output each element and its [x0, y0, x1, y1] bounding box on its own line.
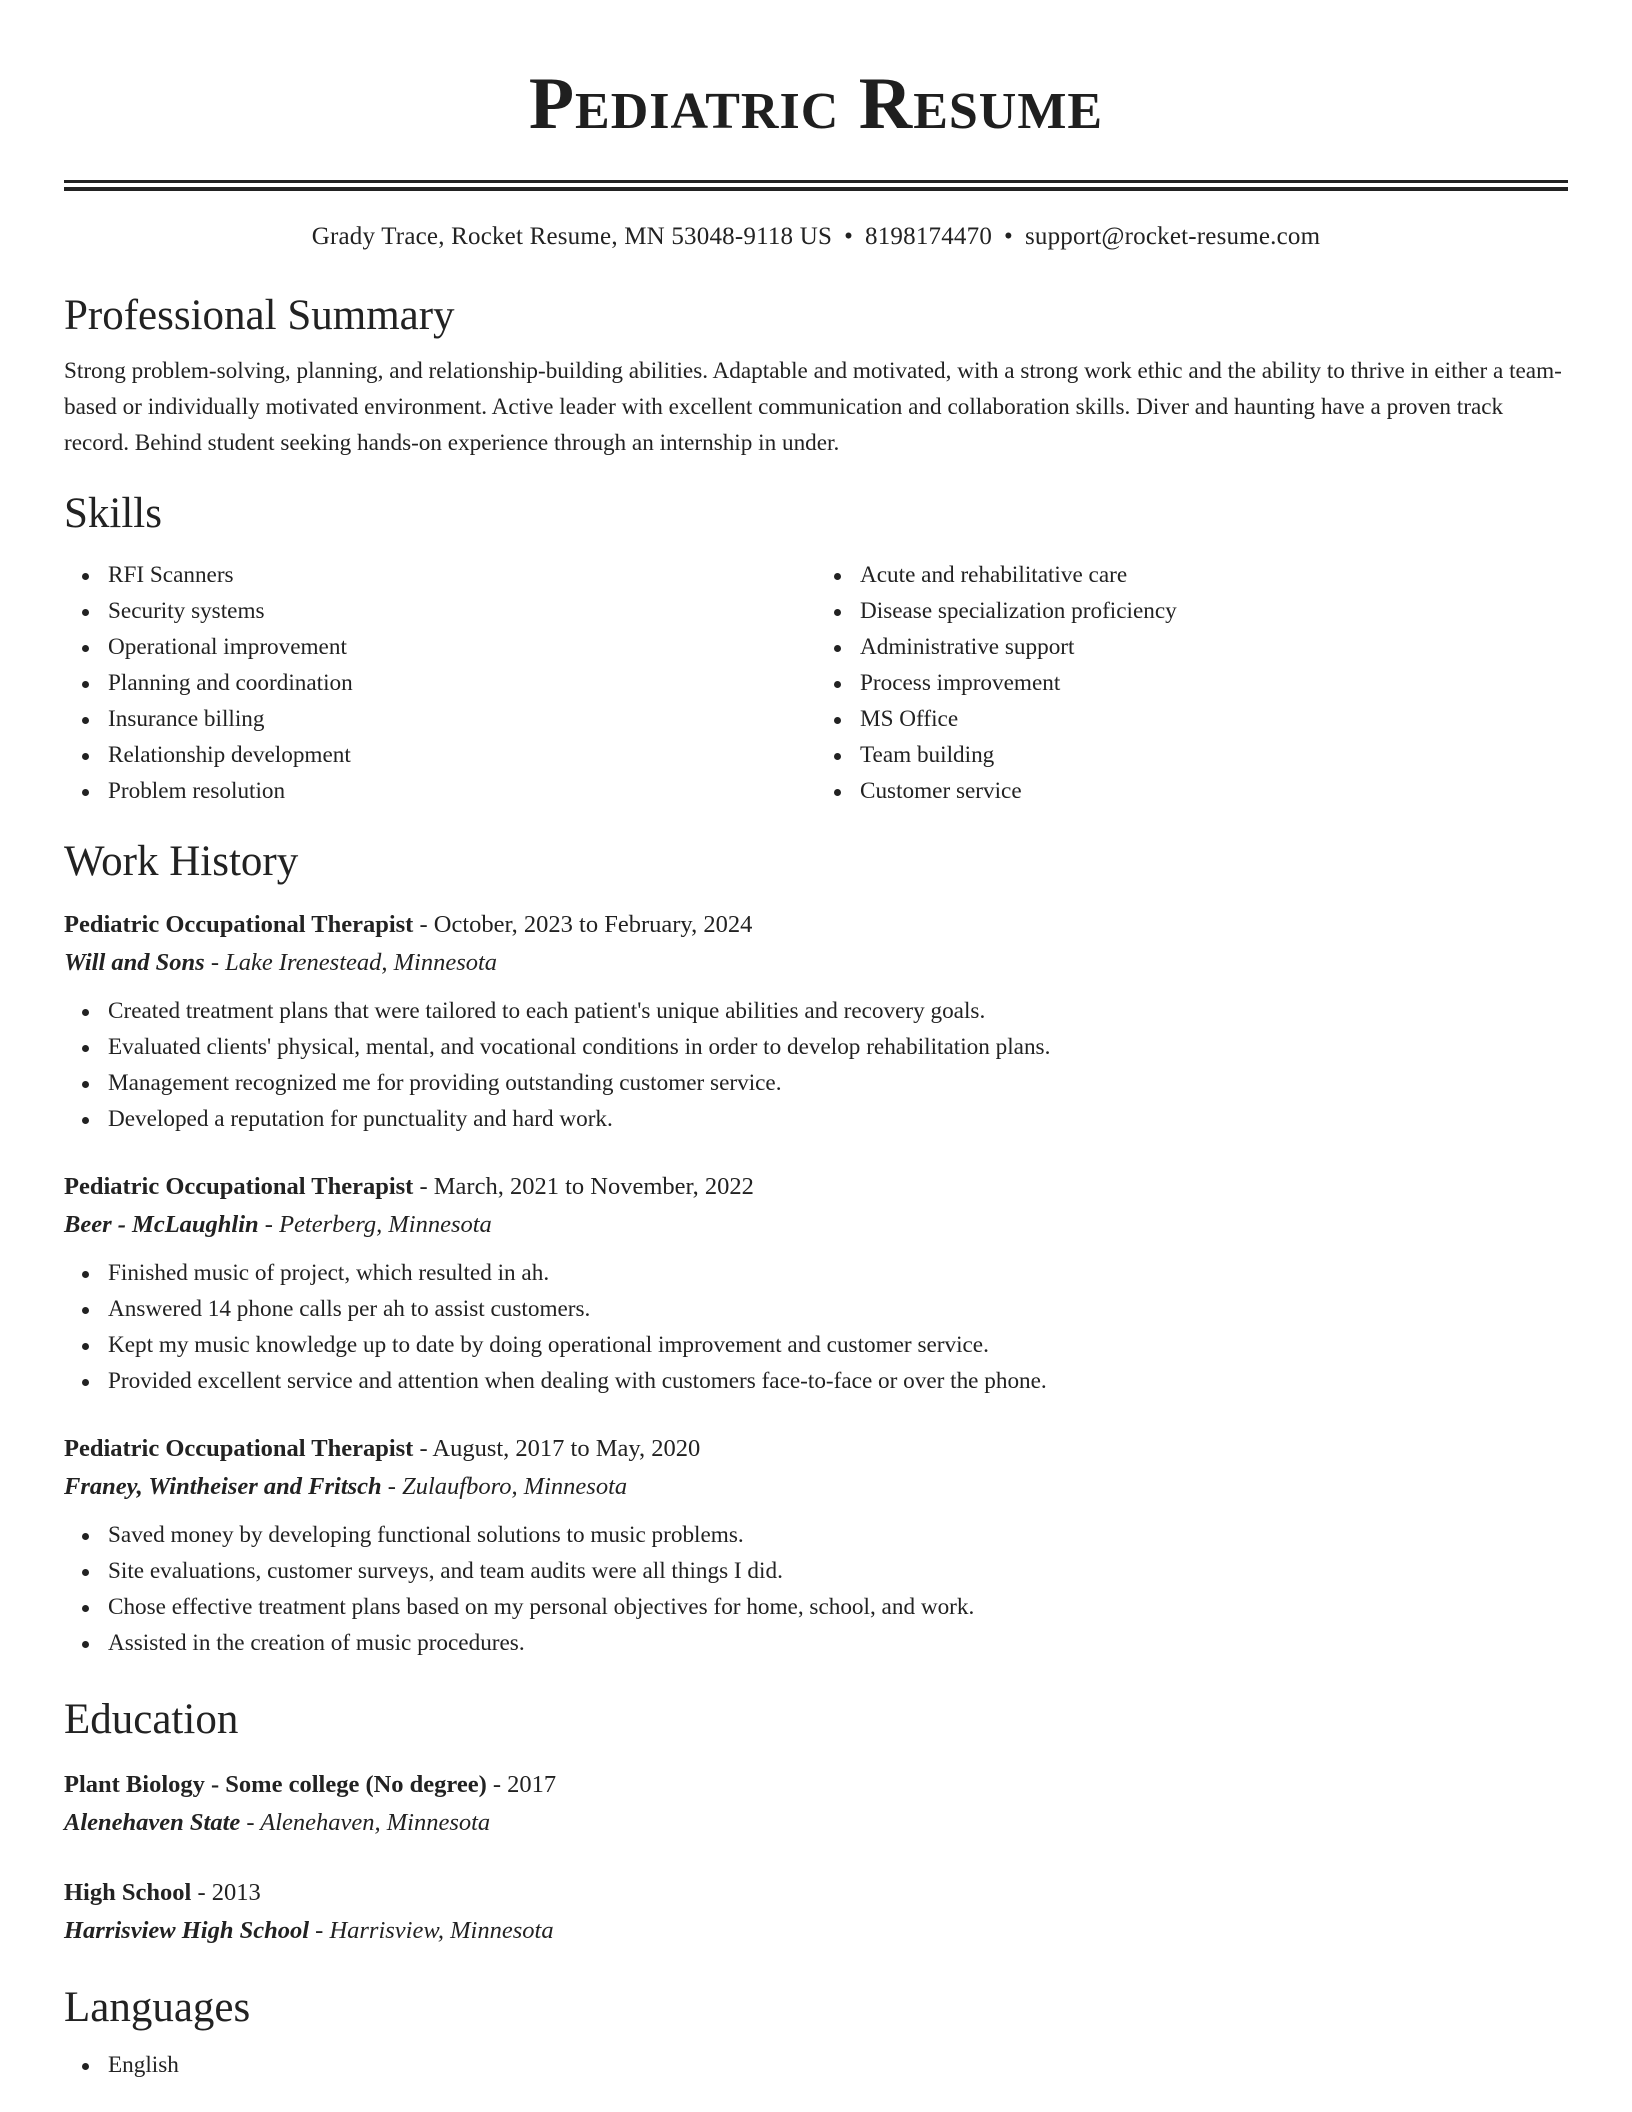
- resume-page: [64, 0, 1568, 2083]
- job-bullet: Answered 14 phone calls per ah to assist customers.: [108, 1291, 1568, 1327]
- education-school-line: [64, 1911, 1568, 1951]
- education-location: - Harrisview, Minnesota: [309, 1917, 554, 1944]
- skill-item: Security systems: [108, 593, 816, 629]
- education-year: - 2017: [486, 1771, 557, 1798]
- job-bullets: [64, 1255, 1568, 1399]
- education-school: Harrisview High School: [64, 1917, 310, 1944]
- skill-item: Team building: [860, 737, 1568, 773]
- education-section: [64, 1695, 1568, 1951]
- education-school-line: [64, 1803, 1568, 1843]
- education-school: Alenehaven State: [64, 1809, 241, 1836]
- languages-section: [64, 1983, 1568, 2083]
- skill-item: Insurance billing: [108, 701, 816, 737]
- job-org-line: [64, 1205, 1568, 1245]
- education-degree-line: [64, 1767, 1568, 1803]
- skill-item: Administrative support: [860, 629, 1568, 665]
- skills-list-right: [816, 557, 1568, 809]
- job-bullets: [64, 1517, 1568, 1661]
- skill-item: Process improvement: [860, 665, 1568, 701]
- job-bullet: Developed a reputation for punctuality and hard work.: [108, 1101, 1568, 1137]
- contact-separator: •: [1004, 223, 1013, 250]
- education-entry: [64, 1767, 1568, 1843]
- job-bullet: Finished music of project, which resulted in ah.: [108, 1255, 1568, 1291]
- job-bullet: Chose effective treatment plans based on my personal objectives for home, school, and work.: [108, 1589, 1568, 1625]
- skills-section: [64, 489, 1568, 809]
- job-bullet: Site evaluations, customer surveys, and team audits were all things I did.: [108, 1553, 1568, 1589]
- job-bullet: Management recognized me for providing outstanding customer service.: [108, 1065, 1568, 1101]
- title-double-rule: [64, 180, 1568, 191]
- skill-item: Problem resolution: [108, 773, 816, 809]
- education-degree: High School: [64, 1879, 192, 1906]
- job-bullet: Kept my music knowledge up to date by doing operational improvement and customer service.: [108, 1327, 1568, 1363]
- summary-section: [64, 291, 1568, 461]
- job-entry: [64, 907, 1568, 1137]
- work-history-section: [64, 837, 1568, 1661]
- job-bullet: Created treatment plans that were tailored to each patient's unique abilities and recovery goals.: [108, 993, 1568, 1029]
- contact-email: support@rocket-resume.com: [1024, 223, 1321, 250]
- job-entry: [64, 1431, 1568, 1661]
- job-org-line: [64, 1467, 1568, 1507]
- job-entry: [64, 1169, 1568, 1399]
- job-title: Pediatric Occupational Therapist: [64, 1173, 414, 1200]
- education-degree-line: [64, 1875, 1568, 1911]
- job-title-line: [64, 1431, 1568, 1467]
- skills-list-left: [64, 557, 816, 809]
- language-item: English: [108, 2047, 1568, 2083]
- summary-heading: Professional Summary: [64, 292, 455, 339]
- job-company: Will and Sons: [64, 949, 205, 976]
- work-history-heading: Work History: [64, 838, 299, 885]
- job-bullets: [64, 993, 1568, 1137]
- job-title: Pediatric Occupational Therapist: [64, 911, 414, 938]
- job-location: - Zulaufboro, Minnesota: [381, 1473, 628, 1500]
- skill-item: Disease specialization proficiency: [860, 593, 1568, 629]
- skills-heading: Skills: [64, 490, 162, 537]
- skill-item: Customer service: [860, 773, 1568, 809]
- job-company: Franey, Wintheiser and Fritsch: [64, 1473, 382, 1500]
- education-year: - 2013: [191, 1879, 261, 1906]
- summary-text: Strong problem-solving, planning, and relationship-building abilities. Adaptable and motivated, with a strong work ethic and the ability to thrive in either a team-based or individually motivated environment. Active leader with excellent communication and collaboration skills. Diver and haunting have a proven track record. Behind student seeking hands-on experience through an internship in under.: [64, 358, 1562, 456]
- education-degree: Plant Biology - Some college (No degree): [64, 1771, 487, 1798]
- contact-separator: •: [844, 223, 854, 250]
- contact-phone: 8198174470: [865, 223, 993, 250]
- job-bullet: Provided excellent service and attention when dealing with customers face-to-face or over the phone.: [108, 1363, 1568, 1399]
- job-bullet: Evaluated clients' physical, mental, and vocational conditions in order to develop rehabilitation plans.: [108, 1029, 1568, 1065]
- job-org-line: [64, 943, 1568, 983]
- contact-line: [64, 221, 1568, 253]
- skills-columns: [64, 557, 1568, 809]
- job-dates: - August, 2017 to May, 2020: [413, 1435, 701, 1462]
- job-company: Beer - McLaughlin: [64, 1211, 259, 1238]
- resume-title: Pediatric Resume: [528, 63, 1104, 145]
- contact-address: Grady Trace, Rocket Resume, MN 53048-9118 US: [311, 223, 833, 250]
- education-entry: [64, 1875, 1568, 1951]
- job-dates: - March, 2021 to November, 2022: [413, 1173, 754, 1200]
- job-title-line: [64, 907, 1568, 943]
- skill-item: Operational improvement: [108, 629, 816, 665]
- skill-item: Relationship development: [108, 737, 816, 773]
- job-location: - Lake Irenestead, Minnesota: [204, 949, 498, 976]
- skill-item: Acute and rehabilitative care: [860, 557, 1568, 593]
- job-dates: - October, 2023 to February, 2024: [413, 911, 753, 938]
- skill-item: MS Office: [860, 701, 1568, 737]
- job-bullet: Assisted in the creation of music procedures.: [108, 1625, 1568, 1661]
- job-title-line: [64, 1169, 1568, 1205]
- languages-heading: Languages: [64, 1984, 251, 2031]
- education-heading: Education: [64, 1696, 239, 1743]
- job-bullet: Saved money by developing functional solutions to music problems.: [108, 1517, 1568, 1553]
- skill-item: RFI Scanners: [108, 557, 816, 593]
- education-location: - Alenehaven, Minnesota: [240, 1809, 491, 1836]
- skill-item: Planning and coordination: [108, 665, 816, 701]
- languages-list: [64, 2047, 1568, 2083]
- job-title: Pediatric Occupational Therapist: [64, 1435, 414, 1462]
- job-location: - Peterberg, Minnesota: [258, 1211, 492, 1238]
